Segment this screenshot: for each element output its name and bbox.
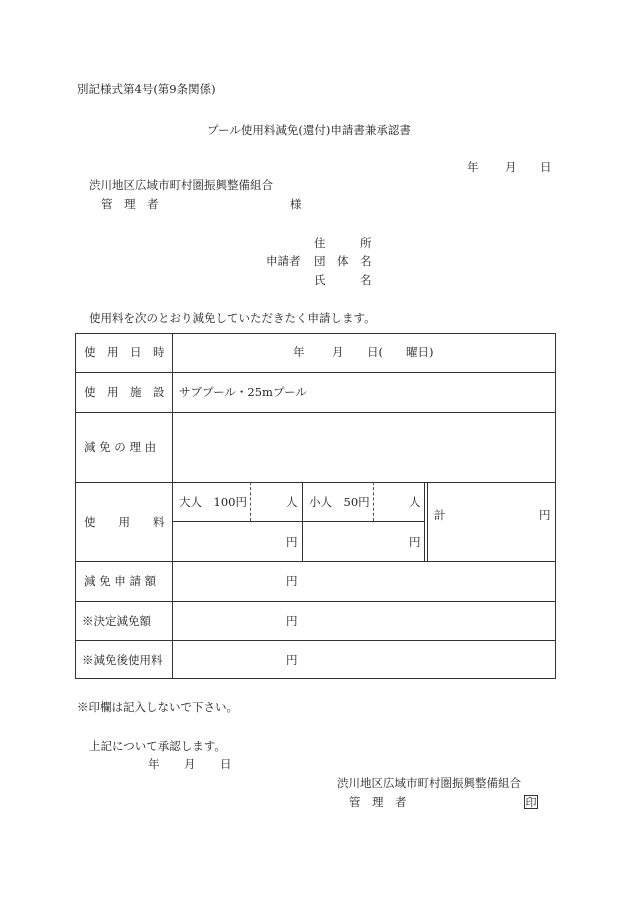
- row-divider: [76, 412, 555, 413]
- date-month: 月: [505, 160, 517, 174]
- row-divider: [172, 521, 425, 522]
- label-column-divider: [172, 334, 173, 678]
- column-divider: [427, 482, 428, 561]
- approval-day: 日: [220, 757, 232, 771]
- adult-unit: 人: [286, 495, 298, 509]
- child-fee-label: 小人 50円: [309, 495, 370, 509]
- total-label: 計: [434, 508, 446, 522]
- requested-amount-yen: 円: [286, 574, 298, 588]
- decided-amount-label: ※決定減免額: [82, 614, 151, 628]
- row-divider: [76, 482, 555, 483]
- requested-amount-label: 減 免 申 請 額: [84, 574, 157, 588]
- decided-amount-yen: 円: [286, 614, 298, 628]
- form-number: 別記様式第4号(第9条関係): [77, 82, 216, 96]
- adult-yen: 円: [286, 535, 298, 549]
- facility-label: 使 用 施 設: [84, 385, 165, 399]
- approval-month: 月: [184, 757, 196, 771]
- child-yen: 円: [409, 535, 421, 549]
- note-text: ※印欄は記入しないで下さい。: [77, 700, 238, 714]
- reason-label: 減 免 の 理 由: [84, 440, 157, 454]
- after-fee-label: ※減免後使用料: [82, 653, 163, 667]
- column-divider: [424, 482, 425, 561]
- after-fee-yen: 円: [286, 653, 298, 667]
- approval-year: 年: [148, 757, 160, 771]
- approval-text: 上記について承認します。: [89, 739, 226, 753]
- usage-year: 年: [293, 345, 305, 359]
- seal-stamp-box: 印: [525, 796, 537, 809]
- dashed-divider: [373, 482, 374, 521]
- application-table: [75, 333, 556, 679]
- usage-day: 日(: [367, 345, 383, 359]
- adult-fee-label: 大人 100円: [179, 495, 247, 509]
- column-divider: [302, 482, 303, 561]
- facility-value: サブプール・25mプール: [179, 385, 307, 399]
- usage-datetime-label: 使 用 日 時: [84, 345, 165, 359]
- addressee-organization: 渋川地区広域市町村圏振興整備組合: [89, 178, 273, 192]
- date-year: 年: [467, 160, 479, 174]
- row-divider: [76, 372, 555, 373]
- approval-manager-label: 管 理 者: [349, 795, 407, 809]
- intro-text: 使用料を次のとおり減免していただきたく申請します。: [89, 311, 376, 325]
- fee-label: 使 用 料: [84, 515, 165, 529]
- addressee-manager-label: 管 理 者: [101, 197, 159, 211]
- addressee-honorific: 様: [290, 197, 302, 211]
- child-unit: 人: [409, 495, 421, 509]
- applicant-address-label: 住 所: [314, 236, 372, 250]
- applicant-role-label: 申請者: [266, 254, 301, 268]
- dashed-divider: [250, 482, 251, 521]
- date-day: 日: [540, 160, 552, 174]
- row-divider: [76, 561, 555, 562]
- total-yen: 円: [539, 508, 551, 522]
- applicant-name-label: 氏 名: [314, 273, 372, 287]
- usage-month: 月: [332, 345, 344, 359]
- usage-weekday: 曜日): [406, 345, 434, 359]
- approval-organization: 渋川地区広域市町村圏振興整備組合: [337, 776, 521, 790]
- row-divider: [76, 601, 555, 602]
- row-divider: [76, 640, 555, 641]
- form-title: プール使用料減免(還付)申請書兼承認書: [207, 123, 411, 137]
- applicant-group-label: 団 体 名: [314, 254, 372, 268]
